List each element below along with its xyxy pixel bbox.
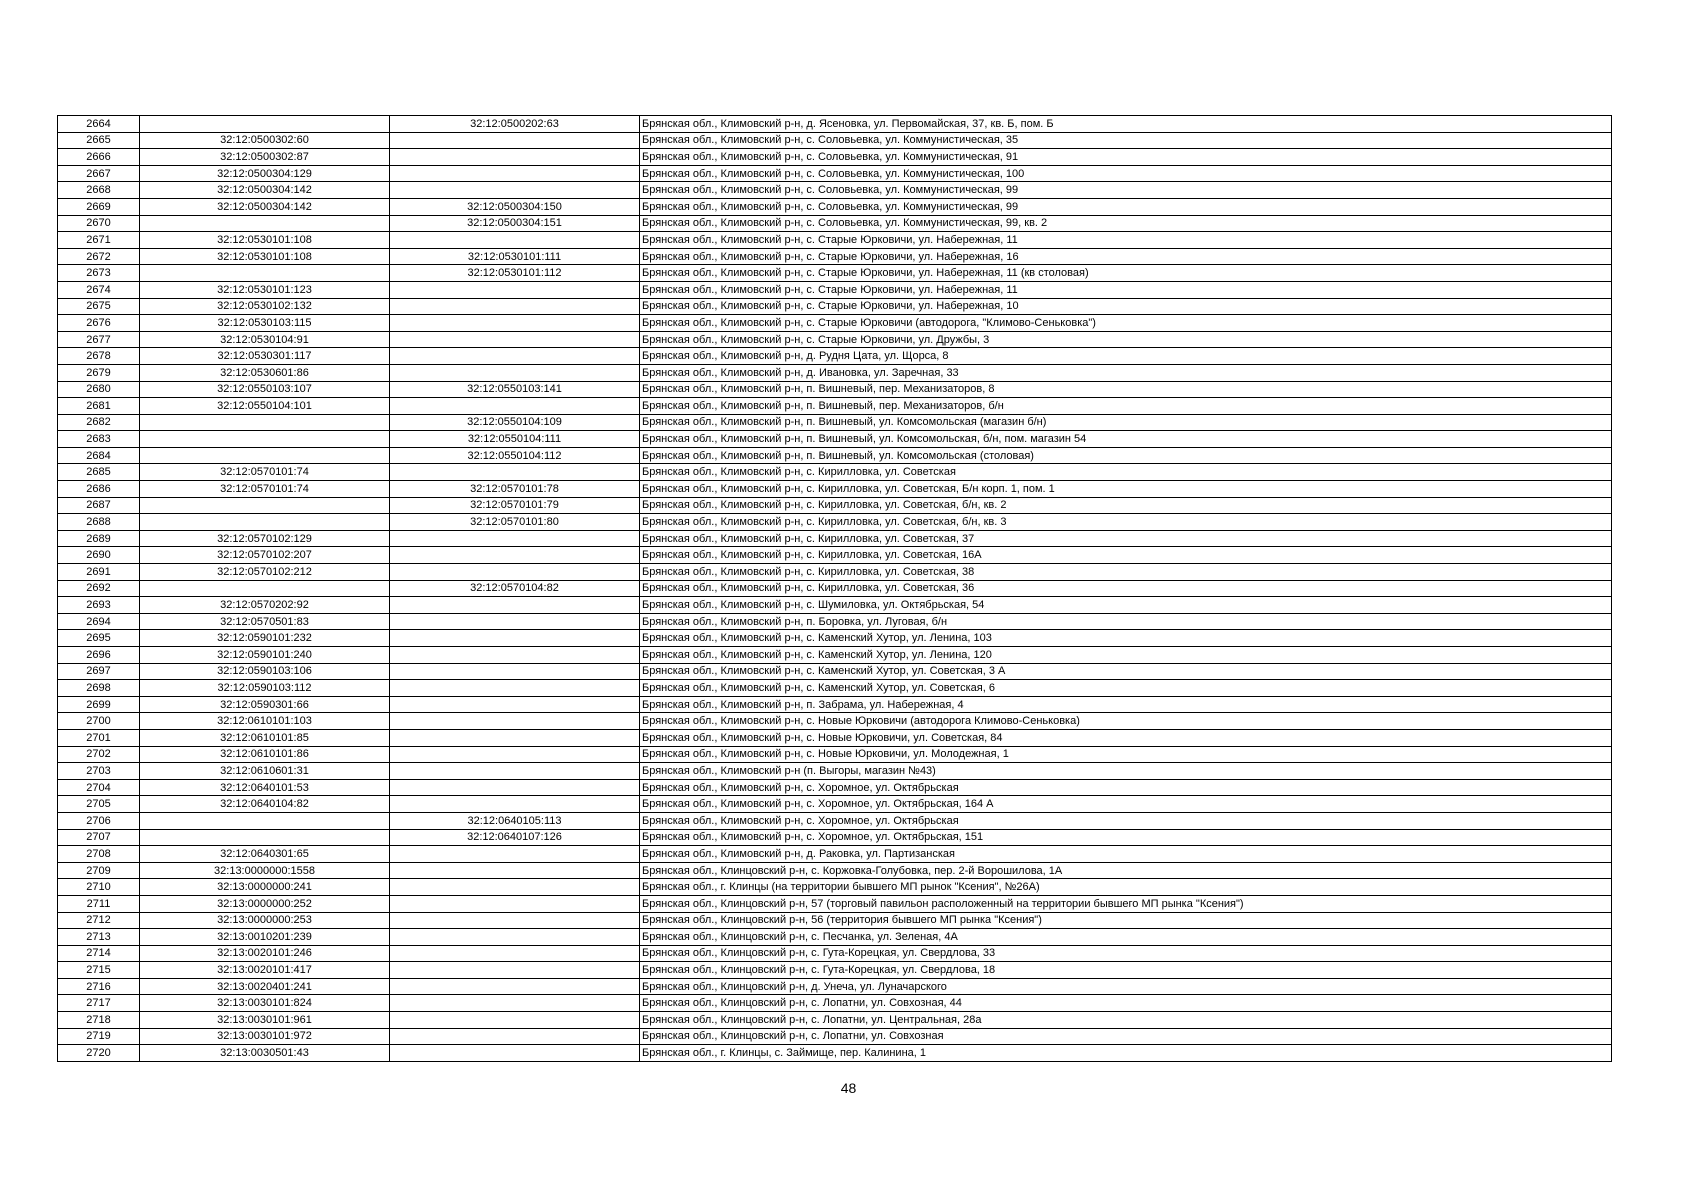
row-number-cell: 2688 (58, 514, 140, 531)
row-number-cell: 2703 (58, 763, 140, 780)
cadastral-number-cell: 32:12:0570501:83 (140, 613, 390, 630)
row-number-cell: 2711 (58, 895, 140, 912)
row-number-cell: 2665 (58, 132, 140, 149)
address-cell: Брянская обл., Климовский р-н, с. Соловьевка, ул. Коммунистическая, 35 (640, 132, 1612, 149)
row-number-cell: 2690 (58, 547, 140, 564)
table-row (58, 232, 1612, 249)
row-number-cell: 2712 (58, 912, 140, 929)
row-number-cell: 2679 (58, 364, 140, 381)
address-cell: Брянская обл., Климовский р-н, п. Боровка, ул. Луговая, б/н (640, 613, 1612, 630)
related-cadastral-number-cell: 32:12:0550104:111 (390, 431, 640, 448)
row-number-cell: 2694 (58, 613, 140, 630)
table-row (58, 381, 1612, 398)
table-row (58, 829, 1612, 846)
cadastral-number-cell (140, 265, 390, 282)
address-cell: Брянская обл., Климовский р-н, с. Кирилловка, ул. Советская, 38 (640, 564, 1612, 581)
row-number-cell: 2698 (58, 680, 140, 697)
table-row (58, 962, 1612, 979)
related-cadastral-number-cell: 32:12:0640105:113 (390, 812, 640, 829)
row-number-cell: 2707 (58, 829, 140, 846)
cadastral-number-cell: 32:13:0030101:972 (140, 1028, 390, 1045)
row-number-cell: 2716 (58, 978, 140, 995)
address-cell: Брянская обл., Климовский р-н, с. Каменский Хутор, ул. Ленина, 103 (640, 630, 1612, 647)
related-cadastral-number-cell (390, 663, 640, 680)
address-cell: Брянская обл., Климовский р-н, с. Каменский Хутор, ул. Советская, 6 (640, 680, 1612, 697)
related-cadastral-number-cell: 32:12:0570101:78 (390, 481, 640, 498)
address-cell: Брянская обл., Климовский р-н, д. Ивановка, ул. Заречная, 33 (640, 364, 1612, 381)
table-row (58, 580, 1612, 597)
table-row (58, 547, 1612, 564)
table-row (58, 812, 1612, 829)
row-number-cell: 2697 (58, 663, 140, 680)
row-number-cell: 2686 (58, 481, 140, 498)
address-cell: Брянская обл., Клинцовский р-н, с. Коржовка-Голубовка, пер. 2-й Ворошилова, 1А (640, 862, 1612, 879)
row-number-cell: 2673 (58, 265, 140, 282)
related-cadastral-number-cell (390, 846, 640, 863)
cadastral-number-cell (140, 116, 390, 133)
address-cell: Брянская обл., Клинцовский р-н, д. Унеча, ул. Луначарского (640, 978, 1612, 995)
address-cell: Брянская обл., Климовский р-н, с. Шумиловка, ул. Октябрьская, 54 (640, 597, 1612, 614)
address-cell: Брянская обл., Климовский р-н, п. Вишневый, ул. Комсомольская, б/н, пом. магазин 54 (640, 431, 1612, 448)
address-cell: Брянская обл., Климовский р-н, с. Кирилловка, ул. Советская, б/н, кв. 2 (640, 497, 1612, 514)
row-number-cell: 2672 (58, 248, 140, 265)
related-cadastral-number-cell (390, 945, 640, 962)
address-cell: Брянская обл., Климовский р-н, с. Новые Юрковичи, ул. Советская, 84 (640, 729, 1612, 746)
table-row (58, 1028, 1612, 1045)
row-number-cell: 2706 (58, 812, 140, 829)
address-cell: Брянская обл., Климовский р-н, д. Рудня Цата, ул. Щорса, 8 (640, 348, 1612, 365)
related-cadastral-number-cell (390, 464, 640, 481)
address-cell: Брянская обл., Климовский р-н, с. Соловьевка, ул. Коммунистическая, 91 (640, 149, 1612, 166)
table-row (58, 398, 1612, 415)
cadastral-number-cell: 32:12:0610101:103 (140, 713, 390, 730)
related-cadastral-number-cell (390, 879, 640, 896)
related-cadastral-number-cell (390, 746, 640, 763)
cadastral-number-cell (140, 414, 390, 431)
related-cadastral-number-cell: 32:12:0500304:150 (390, 198, 640, 215)
row-number-cell: 2704 (58, 779, 140, 796)
related-cadastral-number-cell (390, 597, 640, 614)
cadastral-number-cell: 32:12:0570101:74 (140, 464, 390, 481)
cadastral-number-cell: 32:13:0000000:241 (140, 879, 390, 896)
cadastral-number-cell: 32:13:0020401:241 (140, 978, 390, 995)
related-cadastral-number-cell: 32:12:0570104:82 (390, 580, 640, 597)
row-number-cell: 2675 (58, 298, 140, 315)
address-cell: Брянская обл., Клинцовский р-н, с. Лопатни, ул. Совхозная, 44 (640, 995, 1612, 1012)
cadastral-number-cell: 32:12:0570202:92 (140, 597, 390, 614)
related-cadastral-number-cell (390, 779, 640, 796)
table-row (58, 696, 1612, 713)
row-number-cell: 2720 (58, 1045, 140, 1062)
table-row (58, 613, 1612, 630)
related-cadastral-number-cell (390, 1045, 640, 1062)
table-row (58, 348, 1612, 365)
table-row (58, 248, 1612, 265)
table-row (58, 995, 1612, 1012)
address-cell: Брянская обл., Климовский р-н, с. Старые Юрковичи, ул. Набережная, 11 (640, 232, 1612, 249)
row-number-cell: 2664 (58, 116, 140, 133)
cadastral-number-cell: 32:12:0590103:106 (140, 663, 390, 680)
cadastral-number-cell: 32:12:0500304:142 (140, 182, 390, 199)
related-cadastral-number-cell: 32:12:0570101:79 (390, 497, 640, 514)
related-cadastral-number-cell (390, 680, 640, 697)
cadastral-number-cell: 32:12:0590101:232 (140, 630, 390, 647)
row-number-cell: 2687 (58, 497, 140, 514)
row-number-cell: 2669 (58, 198, 140, 215)
table-row (58, 729, 1612, 746)
cadastral-number-cell (140, 580, 390, 597)
related-cadastral-number-cell (390, 962, 640, 979)
related-cadastral-number-cell: 32:12:0570101:80 (390, 514, 640, 531)
related-cadastral-number-cell: 32:12:0530101:112 (390, 265, 640, 282)
address-cell: Брянская обл., Климовский р-н, с. Соловьевка, ул. Коммунистическая, 100 (640, 165, 1612, 182)
table-row (58, 862, 1612, 879)
row-number-cell: 2699 (58, 696, 140, 713)
address-cell: Брянская обл., Клинцовский р-н, 56 (территория бывшего МП рынка "Ксения") (640, 912, 1612, 929)
related-cadastral-number-cell (390, 796, 640, 813)
table-row (58, 497, 1612, 514)
table-row (58, 315, 1612, 332)
row-number-cell: 2696 (58, 647, 140, 664)
table-row (58, 265, 1612, 282)
address-cell: Брянская обл., Климовский р-н, п. Вишневый, ул. Комсомольская (магазин б/н) (640, 414, 1612, 431)
address-cell: Брянская обл., Климовский р-н, с. Кирилловка, ул. Советская (640, 464, 1612, 481)
related-cadastral-number-cell (390, 547, 640, 564)
cadastral-number-cell: 32:12:0590103:112 (140, 680, 390, 697)
cadastral-number-cell: 32:12:0640101:53 (140, 779, 390, 796)
cadastral-number-cell (140, 447, 390, 464)
cadastral-number-cell: 32:12:0530101:123 (140, 281, 390, 298)
cadastral-number-cell: 32:12:0550103:107 (140, 381, 390, 398)
table-row (58, 929, 1612, 946)
cadastral-number-cell (140, 497, 390, 514)
address-cell: Брянская обл., Климовский р-н, п. Вишневый, ул. Комсомольская (столовая) (640, 447, 1612, 464)
address-cell: Брянская обл., Климовский р-н, с. Кирилловка, ул. Советская, 37 (640, 530, 1612, 547)
table-row (58, 149, 1612, 166)
row-number-cell: 2691 (58, 564, 140, 581)
row-number-cell: 2682 (58, 414, 140, 431)
cadastral-number-cell: 32:12:0590101:240 (140, 647, 390, 664)
table-row (58, 514, 1612, 531)
related-cadastral-number-cell (390, 696, 640, 713)
cadastral-number-cell (140, 829, 390, 846)
address-cell: Брянская обл., Климовский р-н, с. Кирилловка, ул. Советская, Б/н корп. 1, пом. 1 (640, 481, 1612, 498)
row-number-cell: 2714 (58, 945, 140, 962)
cadastral-number-cell: 32:13:0010201:239 (140, 929, 390, 946)
table-row (58, 630, 1612, 647)
address-cell: Брянская обл., Климовский р-н, с. Старые Юрковичи, ул. Набережная, 11 (640, 281, 1612, 298)
related-cadastral-number-cell (390, 763, 640, 780)
row-number-cell: 2710 (58, 879, 140, 896)
cadastral-number-cell: 32:12:0530103:115 (140, 315, 390, 332)
address-cell: Брянская обл., Климовский р-н, с. Старые Юрковичи (автодорога, "Климово-Сеньковка") (640, 315, 1612, 332)
table-row (58, 431, 1612, 448)
table-row (58, 763, 1612, 780)
row-number-cell: 2700 (58, 713, 140, 730)
address-cell: Брянская обл., Климовский р-н, с. Хоромное, ул. Октябрьская, 151 (640, 829, 1612, 846)
row-number-cell: 2695 (58, 630, 140, 647)
related-cadastral-number-cell (390, 149, 640, 166)
address-cell: Брянская обл., Климовский р-н, п. Вишневый, пер. Механизаторов, 8 (640, 381, 1612, 398)
related-cadastral-number-cell (390, 182, 640, 199)
cadastral-number-cell: 32:12:0500304:129 (140, 165, 390, 182)
table-row (58, 198, 1612, 215)
table-row (58, 165, 1612, 182)
table-row (58, 132, 1612, 149)
related-cadastral-number-cell (390, 1028, 640, 1045)
table-row (58, 912, 1612, 929)
table-row (58, 597, 1612, 614)
address-cell: Брянская обл., Климовский р-н, п. Забрама, ул. Набережная, 4 (640, 696, 1612, 713)
table-row (58, 447, 1612, 464)
table-row (58, 564, 1612, 581)
register-table-body (58, 116, 1612, 1062)
related-cadastral-number-cell (390, 331, 640, 348)
cadastral-number-cell: 32:12:0640301:65 (140, 846, 390, 863)
row-number-cell: 2667 (58, 165, 140, 182)
related-cadastral-number-cell (390, 165, 640, 182)
cadastral-number-cell (140, 431, 390, 448)
address-cell: Брянская обл., Климовский р-н, с. Хоромное, ул. Октябрьская (640, 812, 1612, 829)
table-row (58, 978, 1612, 995)
cadastral-number-cell: 32:12:0570102:207 (140, 547, 390, 564)
row-number-cell: 2666 (58, 149, 140, 166)
cadastral-number-cell: 32:13:0000000:253 (140, 912, 390, 929)
row-number-cell: 2702 (58, 746, 140, 763)
row-number-cell: 2681 (58, 398, 140, 415)
page-number: 48 (840, 1080, 857, 1096)
related-cadastral-number-cell (390, 995, 640, 1012)
row-number-cell: 2684 (58, 447, 140, 464)
cadastral-number-cell: 32:12:0530101:108 (140, 248, 390, 265)
row-number-cell: 2677 (58, 331, 140, 348)
cadastral-number-cell: 32:13:0030101:824 (140, 995, 390, 1012)
cadastral-number-cell: 32:12:0530101:108 (140, 232, 390, 249)
address-cell: Брянская обл., Климовский р-н, с. Новые Юрковичи (автодорога Климово-Сеньковка) (640, 713, 1612, 730)
related-cadastral-number-cell (390, 398, 640, 415)
address-cell: Брянская обл., Климовский р-н, с. Старые Юрковичи, ул. Набережная, 16 (640, 248, 1612, 265)
table-row (58, 464, 1612, 481)
related-cadastral-number-cell (390, 912, 640, 929)
row-number-cell: 2689 (58, 530, 140, 547)
address-cell: Брянская обл., Клинцовский р-н, с. Песчанка, ул. Зеленая, 4А (640, 929, 1612, 946)
cadastral-number-cell: 32:12:0500304:142 (140, 198, 390, 215)
table-row (58, 680, 1612, 697)
cadastral-number-cell: 32:12:0570102:129 (140, 530, 390, 547)
related-cadastral-number-cell: 32:12:0500304:151 (390, 215, 640, 232)
table-row (58, 481, 1612, 498)
row-number-cell: 2685 (58, 464, 140, 481)
address-cell: Брянская обл., г. Клинцы (на территории бывшего МП рынок "Ксения", №26А) (640, 879, 1612, 896)
table-row (58, 215, 1612, 232)
cadastral-number-cell: 32:12:0610101:85 (140, 729, 390, 746)
table-row (58, 414, 1612, 431)
address-cell: Брянская обл., Клинцовский р-н, с. Гута-Корецкая, ул. Свердлова, 33 (640, 945, 1612, 962)
table-row (58, 530, 1612, 547)
related-cadastral-number-cell (390, 530, 640, 547)
cadastral-number-cell: 32:13:0020101:417 (140, 962, 390, 979)
address-cell: Брянская обл., Климовский р-н, с. Кирилловка, ул. Советская, 16А (640, 547, 1612, 564)
row-number-cell: 2717 (58, 995, 140, 1012)
address-cell: Брянская обл., Клинцовский р-н, с. Гута-Корецкая, ул. Свердлова, 18 (640, 962, 1612, 979)
row-number-cell: 2701 (58, 729, 140, 746)
cadastral-number-cell: 32:12:0640104:82 (140, 796, 390, 813)
table-row (58, 116, 1612, 133)
address-cell: Брянская обл., Климовский р-н, д. Ясеновка, ул. Первомайская, 37, кв. Б, пом. Б (640, 116, 1612, 133)
related-cadastral-number-cell (390, 1012, 640, 1029)
row-number-cell: 2683 (58, 431, 140, 448)
row-number-cell: 2668 (58, 182, 140, 199)
table-row (58, 182, 1612, 199)
address-cell: Брянская обл., Климовский р-н, с. Кирилловка, ул. Советская, б/н, кв. 3 (640, 514, 1612, 531)
row-number-cell: 2671 (58, 232, 140, 249)
cadastral-number-cell (140, 812, 390, 829)
related-cadastral-number-cell (390, 713, 640, 730)
address-cell: Брянская обл., Климовский р-н, с. Старые Юрковичи, ул. Набережная, 10 (640, 298, 1612, 315)
address-cell: Брянская обл., Клинцовский р-н, с. Лопатни, ул. Центральная, 28а (640, 1012, 1612, 1029)
related-cadastral-number-cell (390, 348, 640, 365)
address-cell: Брянская обл., Климовский р-н, п. Вишневый, пер. Механизаторов, б/н (640, 398, 1612, 415)
address-cell: Брянская обл., Климовский р-н, с. Соловьевка, ул. Коммунистическая, 99 (640, 182, 1612, 199)
cadastral-number-cell: 32:12:0500302:60 (140, 132, 390, 149)
address-cell: Брянская обл., Климовский р-н, с. Каменский Хутор, ул. Советская, 3 А (640, 663, 1612, 680)
related-cadastral-number-cell: 32:12:0550103:141 (390, 381, 640, 398)
related-cadastral-number-cell: 32:12:0530101:111 (390, 248, 640, 265)
related-cadastral-number-cell (390, 281, 640, 298)
row-number-cell: 2718 (58, 1012, 140, 1029)
row-number-cell: 2670 (58, 215, 140, 232)
related-cadastral-number-cell (390, 895, 640, 912)
table-row (58, 331, 1612, 348)
cadastral-number-cell: 32:12:0530102:132 (140, 298, 390, 315)
table-row (58, 1045, 1612, 1062)
related-cadastral-number-cell (390, 564, 640, 581)
row-number-cell: 2705 (58, 796, 140, 813)
related-cadastral-number-cell (390, 364, 640, 381)
row-number-cell: 2692 (58, 580, 140, 597)
related-cadastral-number-cell: 32:12:0550104:109 (390, 414, 640, 431)
property-register-table (57, 115, 1612, 1062)
row-number-cell: 2719 (58, 1028, 140, 1045)
cadastral-number-cell (140, 215, 390, 232)
related-cadastral-number-cell (390, 929, 640, 946)
address-cell: Брянская обл., Климовский р-н, с. Хоромное, ул. Октябрьская (640, 779, 1612, 796)
cadastral-number-cell: 32:13:0000000:1558 (140, 862, 390, 879)
row-number-cell: 2709 (58, 862, 140, 879)
row-number-cell: 2715 (58, 962, 140, 979)
cadastral-number-cell: 32:13:0020101:246 (140, 945, 390, 962)
table-row (58, 713, 1612, 730)
cadastral-number-cell (140, 514, 390, 531)
table-row (58, 1012, 1612, 1029)
table-row (58, 846, 1612, 863)
address-cell: Брянская обл., Климовский р-н, д. Раковка, ул. Партизанская (640, 846, 1612, 863)
cadastral-number-cell: 32:12:0610101:86 (140, 746, 390, 763)
cadastral-number-cell: 32:12:0500302:87 (140, 149, 390, 166)
cadastral-number-cell: 32:12:0570102:212 (140, 564, 390, 581)
address-cell: Брянская обл., Климовский р-н, с. Соловьевка, ул. Коммунистическая, 99 (640, 198, 1612, 215)
cadastral-number-cell: 32:12:0570101:74 (140, 481, 390, 498)
table-row (58, 746, 1612, 763)
address-cell: Брянская обл., Климовский р-н, с. Соловьевка, ул. Коммунистическая, 99, кв. 2 (640, 215, 1612, 232)
cadastral-number-cell: 32:12:0530301:117 (140, 348, 390, 365)
cadastral-number-cell: 32:12:0590301:66 (140, 696, 390, 713)
row-number-cell: 2680 (58, 381, 140, 398)
table-row (58, 647, 1612, 664)
related-cadastral-number-cell (390, 729, 640, 746)
row-number-cell: 2708 (58, 846, 140, 863)
related-cadastral-number-cell (390, 630, 640, 647)
row-number-cell: 2676 (58, 315, 140, 332)
table-row (58, 779, 1612, 796)
related-cadastral-number-cell (390, 315, 640, 332)
related-cadastral-number-cell (390, 232, 640, 249)
related-cadastral-number-cell (390, 862, 640, 879)
related-cadastral-number-cell (390, 132, 640, 149)
related-cadastral-number-cell (390, 978, 640, 995)
address-cell: Брянская обл., Клинцовский р-н, 57 (торговый павильон расположенный на территории бывшего МП рынка "Ксения") (640, 895, 1612, 912)
address-cell: Брянская обл., Климовский р-н, с. Старые Юрковичи, ул. Дружбы, 3 (640, 331, 1612, 348)
table-row (58, 895, 1612, 912)
table-row (58, 281, 1612, 298)
related-cadastral-number-cell: 32:12:0640107:126 (390, 829, 640, 846)
related-cadastral-number-cell: 32:12:0500202:63 (390, 116, 640, 133)
row-number-cell: 2713 (58, 929, 140, 946)
table-row (58, 298, 1612, 315)
cadastral-number-cell: 32:12:0610601:31 (140, 763, 390, 780)
related-cadastral-number-cell (390, 298, 640, 315)
row-number-cell: 2678 (58, 348, 140, 365)
related-cadastral-number-cell (390, 613, 640, 630)
table-row (58, 364, 1612, 381)
address-cell: Брянская обл., Климовский р-н (п. Выгоры, магазин №43) (640, 763, 1612, 780)
address-cell: Брянская обл., Клинцовский р-н, с. Лопатни, ул. Совхозная (640, 1028, 1612, 1045)
cadastral-number-cell: 32:12:0530104:91 (140, 331, 390, 348)
row-number-cell: 2674 (58, 281, 140, 298)
cadastral-number-cell: 32:12:0550104:101 (140, 398, 390, 415)
cadastral-number-cell: 32:13:0000000:252 (140, 895, 390, 912)
table-row (58, 663, 1612, 680)
address-cell: Брянская обл., Климовский р-н, с. Старые Юрковичи, ул. Набережная, 11 (кв столовая) (640, 265, 1612, 282)
related-cadastral-number-cell (390, 647, 640, 664)
address-cell: Брянская обл., Климовский р-н, с. Кирилловка, ул. Советская, 36 (640, 580, 1612, 597)
address-cell: Брянская обл., г. Клинцы, с. Займище, пер. Калинина, 1 (640, 1045, 1612, 1062)
address-cell: Брянская обл., Климовский р-н, с. Каменский Хутор, ул. Ленина, 120 (640, 647, 1612, 664)
table-row (58, 879, 1612, 896)
address-cell: Брянская обл., Климовский р-н, с. Новые Юрковичи, ул. Молодежная, 1 (640, 746, 1612, 763)
table-row (58, 945, 1612, 962)
address-cell: Брянская обл., Климовский р-н, с. Хоромное, ул. Октябрьская, 164 А (640, 796, 1612, 813)
row-number-cell: 2693 (58, 597, 140, 614)
cadastral-number-cell: 32:13:0030501:43 (140, 1045, 390, 1062)
related-cadastral-number-cell: 32:12:0550104:112 (390, 447, 640, 464)
cadastral-number-cell: 32:13:0030101:961 (140, 1012, 390, 1029)
table-row (58, 796, 1612, 813)
cadastral-number-cell: 32:12:0530601:86 (140, 364, 390, 381)
